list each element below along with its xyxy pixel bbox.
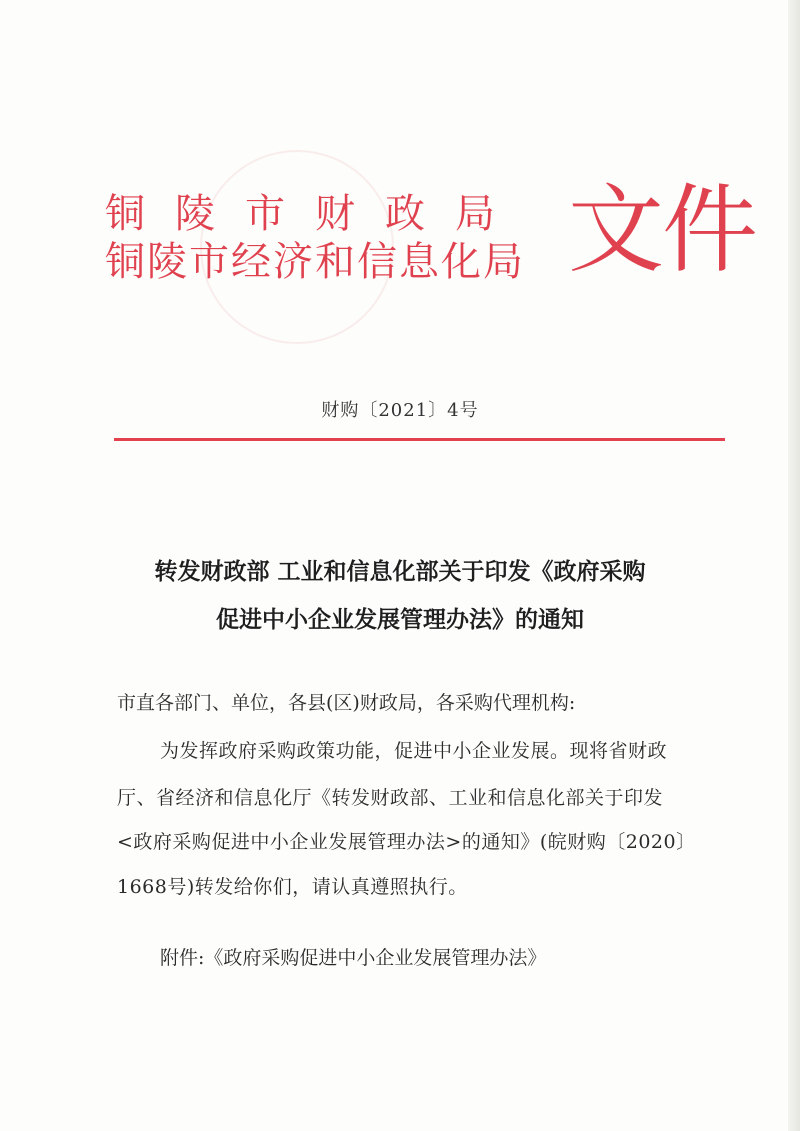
- issuer-block: [105, 190, 565, 286]
- page-edge: [788, 0, 800, 1131]
- document-title: [100, 548, 700, 644]
- title-line: 促进中小企业发展管理办法》的通知: [216, 607, 584, 633]
- red-divider-line: [114, 438, 725, 441]
- body-line: 厅、省经济和信息化厅《转发财政部、工业和信息化部关于印发: [117, 787, 664, 809]
- document-number: 财购〔2021〕4号: [321, 400, 479, 421]
- document-header-word: 文件: [568, 174, 756, 286]
- issuer-economy-it-bureau: 铜陵市经济和信息化局: [105, 239, 525, 285]
- body-line: 为发挥政府采购政策功能，促进中小企业发展。现将省财政: [160, 740, 668, 762]
- salutation: 市直各部门、单位，各县(区)财政局，各采购代理机构:: [117, 692, 576, 714]
- body-line: <政府采购促进中小企业发展管理办法>的通知》(皖财购〔2020〕: [117, 831, 696, 853]
- title-line: 转发财政部 工业和信息化部关于印发《政府采购: [154, 559, 646, 585]
- issuer-finance-bureau: 铜陵市财政局: [105, 191, 525, 237]
- attachment-line: 附件:《政府采购促进中小企业发展管理办法》: [160, 947, 547, 969]
- body-line: 1668号)转发给你们，请认真遵照执行。: [117, 876, 468, 898]
